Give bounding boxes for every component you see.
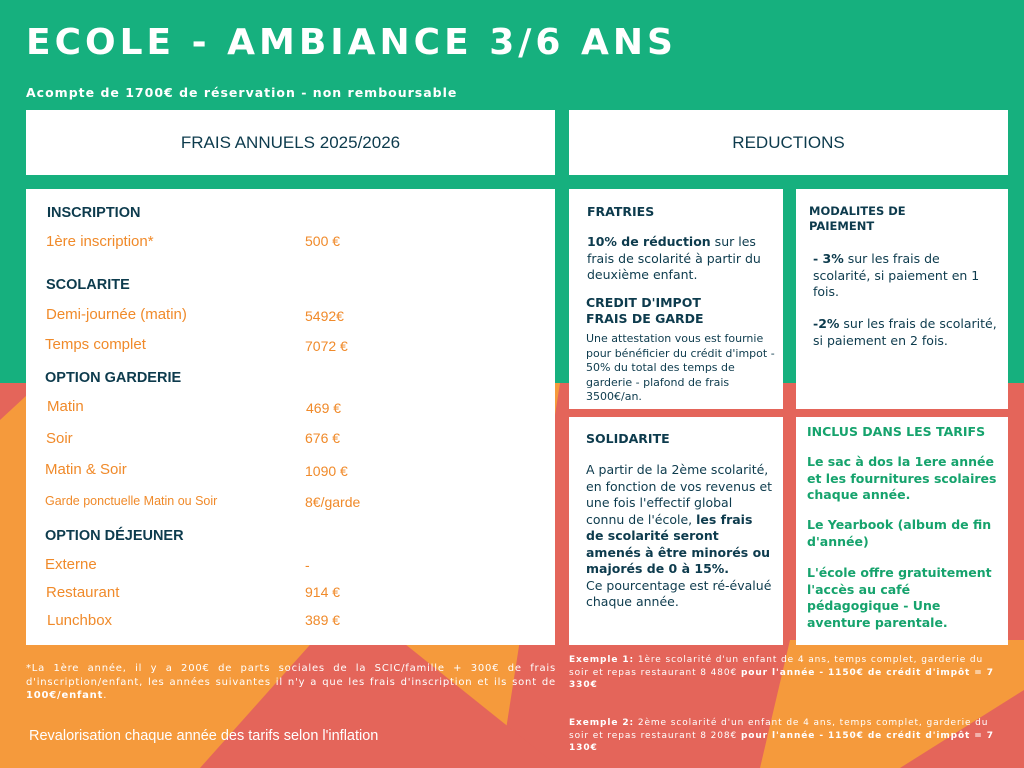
deposit-subtitle: Acompte de 1700€ de réservation - non remboursable [26,85,458,100]
fee-label: Restaurant [46,584,120,601]
modalites-text-1: - 3% sur les frais de scolarité, si paiement en 1 fois. [813,251,980,299]
solidarite-card [569,417,783,645]
section-dejeuner: OPTION DÉJEUNER [45,528,184,544]
fees-header: FRAIS ANNUELS 2025/2026 [26,110,555,175]
inclus-item: Le Yearbook (album de fin d'année) [807,517,992,549]
fee-value: - [305,557,310,573]
fratries-title: FRATRIES [587,204,655,219]
fee-label: Soir [46,430,73,447]
fee-label: Lunchbox [47,612,113,629]
fee-value: 469 € [306,400,342,416]
modalites-text-2: -2% sur les frais de scolarité, si paiement en 2 fois. [813,316,997,348]
fee-value: 5492€ [305,308,344,324]
example-2: Exemple 2: 2ème scolarité d'un enfant de 4 ans, temps complet, garderie du soir et repas restaurant 8 208€ pour l'année - 1150€ de crédit d'impôt = 7 130€ [569,718,994,753]
fee-value: 389 € [305,612,341,628]
credit-title-2: FRAIS DE GARDE [586,311,704,326]
fratries-text: 10% de réduction sur les frais de scolarité à partir du deuxième enfant. [587,234,761,282]
fees-card [26,189,555,645]
inclus-item: Le sac à dos la 1ere année et les fournitures scolaires chaque année. [807,454,997,502]
footnote: *La 1ère année, il y a 200€ de parts sociales de la SCIC/famille + 300€ de frais d'inscription/enfant, les années suivantes il n'y a que les frais d'inscription et ils sont de 100€/enfant. [26,663,556,701]
fee-value: 8€/garde [305,494,361,510]
fee-value: 1090 € [305,463,348,479]
reductions-header: REDUCTIONS [569,110,1008,175]
fee-value: 7072 € [305,338,348,354]
fee-label: Temps complet [45,336,146,353]
fee-label: Externe [45,556,97,573]
modalites-title-2: PAIEMENT [809,219,875,233]
fratries-card [569,189,783,409]
inclus-item: L'école offre gratuitement l'accès au café pédagogique - Une aventure parentale. [807,565,992,630]
inclus-card [796,417,1008,645]
section-scolarite: SCOLARITE [46,277,130,293]
fee-label: 1ère inscription* [46,233,154,250]
modalites-title-1: MODALITES DE [809,204,906,218]
fee-value: 676 € [305,430,341,446]
fee-label: Matin & Soir [45,461,127,478]
section-garderie: OPTION GARDERIE [45,370,182,386]
example-1: Exemple 1: 1ère scolarité d'un enfant de 4 ans, temps complet, garderie du soir et repas restaurant 8 480€ pour l'année - 1150€ de crédit d'impôt = 7 330€ [569,655,994,690]
credit-text: Une attestation vous est fournie pour bénéficier du crédit d'impot - 50% du total des temps de garderie - plafond de frais 3500€/an. [586,332,775,403]
modalites-card [796,189,1008,409]
page-title: ECOLE - AMBIANCE 3/6 ANS [26,22,677,63]
fee-value: 500 € [305,233,341,249]
fee-label: Demi-journée (matin) [46,306,187,323]
section-inscription: INSCRIPTION [47,205,141,221]
fee-label: Garde ponctuelle Matin ou Soir [45,494,218,508]
solidarite-title: SOLIDARITE [586,431,670,446]
solidarite-text: A partir de la 2ème scolarité, en fonction de vos revenus et une fois l'effectif global connu de l'école, les frais de scolarité seront amenés à être minorés ou majorés de 0 à 15%. Ce pourcentage est ré-évalué chaque année. [586,462,773,609]
revalorisation-note: Revalorisation chaque année des tarifs selon l'inflation [29,728,379,744]
fee-value: 914 € [305,584,341,600]
fee-label: Matin [47,398,84,415]
inclus-title: INCLUS DANS LES TARIFS [807,424,986,439]
credit-title-1: CREDIT D'IMPOT [586,295,701,310]
